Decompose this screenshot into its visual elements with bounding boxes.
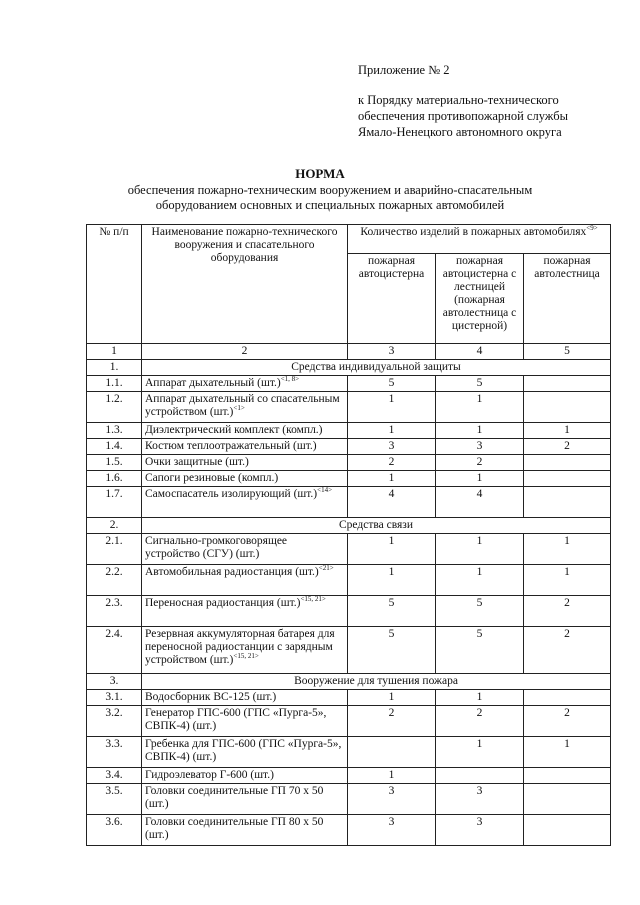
item-name: Переносная радиостанция (шт.) xyxy=(145,597,301,609)
numbering-cell: 1 xyxy=(87,344,142,360)
quantity-cell: 3 xyxy=(436,439,524,455)
item-name-cell xyxy=(142,392,348,423)
quantity-cell: 2 xyxy=(348,706,436,737)
quantity-cell: 1 xyxy=(348,768,436,784)
item-name: Резервная аккумуляторная батарея для переносной радиостанции с зарядным устройством (шт.) xyxy=(145,628,335,666)
item-footnote: <1> xyxy=(233,404,245,413)
row-number: 3.3. xyxy=(87,737,142,768)
quantity-cell: 1 xyxy=(524,534,611,565)
item-name: Головки соединительные ГП 80 х 50 (шт.) xyxy=(145,816,324,841)
quantity-cell: 5 xyxy=(436,376,524,392)
item-footnote: <21> xyxy=(318,564,334,573)
item-name-cell xyxy=(142,784,348,815)
item-name: Самоспасатель изолирующий (шт.) xyxy=(145,488,318,500)
quantity-cell: 1 xyxy=(436,737,524,768)
section-number: 1. xyxy=(87,360,142,376)
row-number: 3.2. xyxy=(87,706,142,737)
appendix-block xyxy=(358,62,568,140)
item-name-cell xyxy=(142,737,348,768)
row-number: 2.1. xyxy=(87,534,142,565)
item-footnote: <15, 21> xyxy=(233,652,259,661)
item-name-cell xyxy=(142,471,348,487)
quantity-cell: 3 xyxy=(348,815,436,846)
quantity-cell: 5 xyxy=(436,596,524,627)
section-title: Средства индивидуальной защиты xyxy=(142,360,611,376)
item-name: Автомобильная радиостанция (шт.) xyxy=(145,566,319,578)
item-name: Костюм теплоотражательный (шт.) xyxy=(145,440,317,452)
quantity-cell: 3 xyxy=(348,784,436,815)
item-name-cell xyxy=(142,596,348,627)
item-name: Диэлектрический комплект (компл.) xyxy=(145,424,323,436)
row-number: 2.4. xyxy=(87,627,142,674)
quantity-cell: 1 xyxy=(436,534,524,565)
item-name-cell xyxy=(142,690,348,706)
quantity-cell xyxy=(436,768,524,784)
table-row xyxy=(87,392,611,423)
quantity-cell: 1 xyxy=(436,471,524,487)
row-number: 1.1. xyxy=(87,376,142,392)
section-row xyxy=(87,518,611,534)
table-row xyxy=(87,471,611,487)
header-quantity xyxy=(348,225,611,254)
item-name-cell xyxy=(142,768,348,784)
section-title: Вооружение для тушения пожара xyxy=(142,674,611,690)
row-number: 3.1. xyxy=(87,690,142,706)
quantity-cell: 3 xyxy=(436,784,524,815)
quantity-cell: 1 xyxy=(436,690,524,706)
item-name-cell xyxy=(142,423,348,439)
quantity-cell: 4 xyxy=(348,487,436,518)
quantity-cell xyxy=(524,487,611,518)
quantity-cell: 1 xyxy=(348,534,436,565)
item-name: Аппарат дыхательный со спасательным устройством (шт.) xyxy=(145,393,340,418)
quantity-cell: 2 xyxy=(436,455,524,471)
item-footnote: <15, 21> xyxy=(300,595,326,604)
item-name-cell xyxy=(142,439,348,455)
quantity-cell: 1 xyxy=(348,471,436,487)
table-row xyxy=(87,439,611,455)
quantity-cell: 1 xyxy=(348,423,436,439)
header-subcol: пожарная автоцистерна с лестницей (пожарная автолестница с цистерной) xyxy=(436,254,524,344)
quantity-cell: 4 xyxy=(436,487,524,518)
section-title: Средства связи xyxy=(142,518,611,534)
quantity-cell xyxy=(524,768,611,784)
quantity-cell: 2 xyxy=(348,455,436,471)
numbering-cell: 3 xyxy=(348,344,436,360)
row-number: 3.5. xyxy=(87,784,142,815)
quantity-cell: 3 xyxy=(436,815,524,846)
row-number: 1.7. xyxy=(87,487,142,518)
quantity-cell: 1 xyxy=(436,423,524,439)
quantity-cell: 2 xyxy=(524,596,611,627)
section-row xyxy=(87,360,611,376)
quantity-cell: 5 xyxy=(436,627,524,674)
item-name-cell xyxy=(142,487,348,518)
row-number: 3.4. xyxy=(87,768,142,784)
norm-table xyxy=(86,224,611,846)
table-row xyxy=(87,768,611,784)
quantity-cell xyxy=(348,737,436,768)
quantity-cell xyxy=(524,690,611,706)
quantity-cell: 1 xyxy=(436,392,524,423)
quantity-cell: 2 xyxy=(524,627,611,674)
table-row xyxy=(87,534,611,565)
table-row xyxy=(87,784,611,815)
table-row xyxy=(87,815,611,846)
numbering-cell: 2 xyxy=(142,344,348,360)
quantity-cell xyxy=(524,392,611,423)
table-row xyxy=(87,455,611,471)
item-name-cell xyxy=(142,706,348,737)
quantity-cell: 3 xyxy=(348,439,436,455)
quantity-cell: 1 xyxy=(348,565,436,596)
quantity-cell: 1 xyxy=(348,690,436,706)
item-name-cell xyxy=(142,534,348,565)
quantity-cell: 1 xyxy=(524,423,611,439)
table-row xyxy=(87,737,611,768)
row-number: 1.3. xyxy=(87,423,142,439)
table-row xyxy=(87,487,611,518)
item-footnote: <1, 8> xyxy=(280,375,300,384)
item-name: Сигнально-громкоговорящее устройство (СГУ) (шт.) xyxy=(145,535,288,560)
item-name-cell xyxy=(142,565,348,596)
table-row xyxy=(87,706,611,737)
quantity-cell xyxy=(524,815,611,846)
header-quantity-note: <9> xyxy=(586,224,598,233)
quantity-cell: 1 xyxy=(524,565,611,596)
item-name: Гребенка для ГПС-600 (ГПС «Пурга-5», СВПК-4) (шт.) xyxy=(145,738,342,763)
table-row xyxy=(87,565,611,596)
section-number: 3. xyxy=(87,674,142,690)
quantity-cell xyxy=(524,376,611,392)
appendix-line: обеспечения противопожарной службы xyxy=(358,109,569,123)
heading-subtitle: обеспечения пожарно-техническим вооружением и аварийно-спасательным xyxy=(127,183,533,197)
row-number: 2.3. xyxy=(87,596,142,627)
appendix-line: к Порядку материально-технического xyxy=(358,93,559,107)
item-name: Гидроэлеватор Г-600 (шт.) xyxy=(145,769,274,781)
header-number: № п/п xyxy=(87,225,142,344)
row-number: 1.6. xyxy=(87,471,142,487)
table-row xyxy=(87,376,611,392)
appendix-title: Приложение № 2 xyxy=(358,63,450,77)
item-name-cell xyxy=(142,455,348,471)
header-quantity-label: Количество изделий в пожарных автомобилях xyxy=(360,226,587,238)
row-number: 1.2. xyxy=(87,392,142,423)
item-name: Головки соединительные ГП 70 х 50 (шт.) xyxy=(145,785,324,810)
heading-title: НОРМА xyxy=(295,166,345,181)
quantity-cell: 5 xyxy=(348,376,436,392)
row-number: 2.2. xyxy=(87,565,142,596)
quantity-cell xyxy=(524,471,611,487)
item-name: Очки защитные (шт.) xyxy=(145,456,249,468)
quantity-cell: 1 xyxy=(436,565,524,596)
item-name: Аппарат дыхательный (шт.) xyxy=(145,377,281,389)
table-row xyxy=(87,690,611,706)
item-name-cell xyxy=(142,627,348,674)
item-footnote: <14> xyxy=(317,486,333,495)
appendix-line: Ямало-Ненецкого автономного округа xyxy=(358,125,562,139)
numbering-cell: 5 xyxy=(524,344,611,360)
header-subcol: пожарная автолестница xyxy=(524,254,611,344)
heading-subtitle: оборудованием основных и специальных пожарных автомобилей xyxy=(155,198,505,212)
section-row xyxy=(87,674,611,690)
header-subcol: пожарная автоцистерна xyxy=(348,254,436,344)
section-number: 2. xyxy=(87,518,142,534)
table-row xyxy=(87,627,611,674)
header-name: Наименование пожарно-технического вооружения и спасательного оборудования xyxy=(142,225,348,344)
table-row xyxy=(87,423,611,439)
quantity-cell xyxy=(524,784,611,815)
item-name: Генератор ГПС-600 (ГПС «Пурга-5», СВПК-4) (шт.) xyxy=(145,707,327,732)
document-heading xyxy=(0,166,640,213)
quantity-cell: 5 xyxy=(348,596,436,627)
quantity-cell: 5 xyxy=(348,627,436,674)
table-row xyxy=(87,596,611,627)
row-number: 1.5. xyxy=(87,455,142,471)
item-name-cell xyxy=(142,376,348,392)
item-name: Водосборник ВС-125 (шт.) xyxy=(145,691,277,703)
quantity-cell: 2 xyxy=(524,439,611,455)
row-number: 1.4. xyxy=(87,439,142,455)
quantity-cell: 2 xyxy=(524,706,611,737)
row-number: 3.6. xyxy=(87,815,142,846)
item-name: Сапоги резиновые (компл.) xyxy=(145,472,279,484)
quantity-cell xyxy=(524,455,611,471)
quantity-cell: 1 xyxy=(524,737,611,768)
numbering-cell: 4 xyxy=(436,344,524,360)
item-name-cell xyxy=(142,815,348,846)
quantity-cell: 1 xyxy=(348,392,436,423)
quantity-cell: 2 xyxy=(436,706,524,737)
